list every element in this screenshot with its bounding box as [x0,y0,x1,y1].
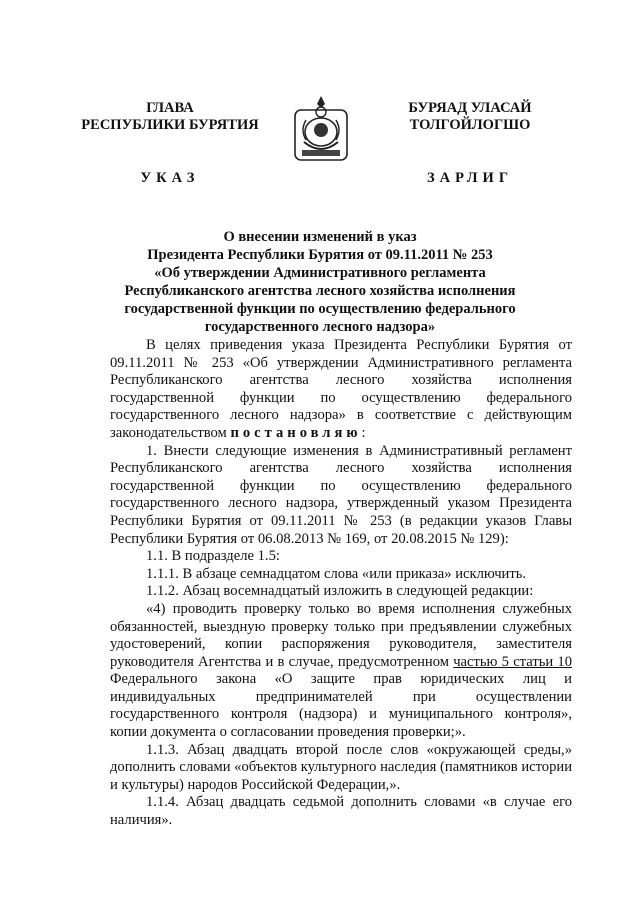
preamble-paragraph [110,337,572,443]
title-line: государственного лесного надзора» [204,319,436,335]
quoted-paragraph [110,601,572,742]
title-line: «Об утверждении Административного регламента [154,265,486,281]
authority-subtitle-bua: ТОЛГОЙЛОГШО [409,117,531,133]
doc-type-ru: УКАЗ [140,170,200,186]
title-line: государственной функции по осуществлению федерального [124,301,516,317]
doc-type-bua: ЗАРЛИГ [426,170,514,186]
authority-subtitle-ru: РЕСПУБЛИКИ БУРЯТИЯ [81,117,259,133]
item-1-1-3: 1.1.3. Абзац двадцать второй после слов «окружающей среды,» дополнить словами «объектов культурного наследия (памятников истории и культуры) народов Российской Федерации,». [110,741,573,793]
item-1-1-2: 1.1.2. Абзац восемнадцатый изложить в следующей редакции: [146,583,534,600]
item-1-1-4: 1.1.4. Абзац двадцать седьмой дополнить словами «в случае его наличия». [110,794,572,829]
quote-text-after: Федерального закона «О защите прав юридических лиц и индивидуальных предпринимателей при осуществлении государственного контроля (надзора) и муниципального контроля», копии документа о согласовании проведения проверки;». [110,671,572,741]
document-body [110,337,572,830]
coat-of-arms-icon [292,92,350,164]
preamble-text: В целях приведения указа Президента Республики Бурятия от 09.11.2011 № 253 «Об утверждении Административного регламента Республиканского агентства лесного хозяйства исполнения государственной функции по осуществлению федерального государственного лесного надзора» в соответствие с действующим законодательством [110,337,572,441]
title-line: О внесении изменений в указ [223,229,417,245]
authority-title-ru: ГЛАВА [146,100,194,116]
quote-text-before: «4) проводить проверку только во время исполнения служебных обязанностей, выездную проверку только при предъявлении служебных удостоверений, копии распоряжения руководителя, заместителя руководителя Агентства и в случае, предусмотренном [110,600,572,670]
title-line: Республиканского агентства лесного хозяйства исполнения [124,283,516,299]
law-reference-link[interactable]: частью 5 статьи 10 [453,653,572,670]
authority-title-bua: БУРЯАД УЛАСАЙ [408,100,532,116]
header-right [370,100,570,187]
header-left [70,100,270,187]
decree-colon: : [361,424,366,441]
decree-word: постановляю [230,424,362,441]
title-line: Президента Республики Бурятия от 09.11.2011 № 253 [147,247,493,263]
item-1-1: 1.1. В подразделе 1.5: [146,548,280,565]
document-title [80,228,560,336]
item-1-1-1: 1.1.1. В абзаце семнадцатом слова «или приказа» исключить. [146,565,527,582]
item-1: 1. Внести следующие изменения в Административный регламент Республиканского агентства лесного хозяйства исполнения государственной функции по осуществлению федерального государственного лесного надзора, утвержденный указом Президента Республики Бурятия от 09.11.2011 № 253 (в редакции указов Главы Республики Бурятия от 06.08.2013 № 169, от 20.08.2015 № 129): [110,442,572,547]
